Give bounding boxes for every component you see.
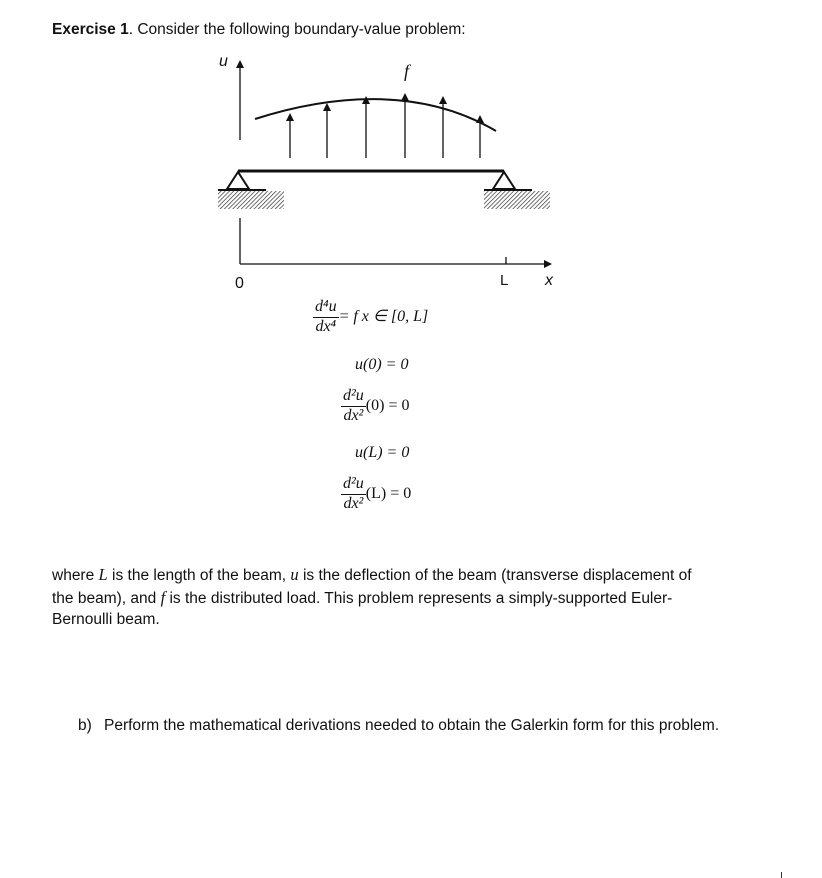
- eq5-numerator: d²u: [343, 475, 364, 492]
- load-curve: [255, 99, 496, 131]
- eq1-numerator: d⁴u: [315, 298, 337, 315]
- eq3-numerator: d²u: [343, 387, 364, 404]
- equation-governing: [313, 299, 428, 336]
- para-text-1: where: [52, 567, 99, 584]
- eq5-rest: (L) = 0: [365, 484, 412, 502]
- question-b: [78, 715, 728, 737]
- eq1-rest: = f x ∈ [0, L]: [338, 307, 429, 325]
- beam-figure: [0, 0, 822, 300]
- eq4-text: u(L) = 0: [355, 444, 410, 461]
- para-text-2: is the length of the beam,: [107, 567, 291, 584]
- para-math-u: u: [290, 565, 299, 584]
- question-text: Perform the mathematical derivations needed to obtain the Galerkin form for this problem.: [104, 717, 720, 734]
- eq1-denominator: dx⁴: [315, 317, 337, 335]
- load-arrows: [290, 97, 480, 158]
- eq5-denominator: dx²: [343, 494, 364, 512]
- origin-label: 0: [235, 275, 244, 292]
- eq2-text: u(0) = 0: [355, 356, 409, 373]
- para-math-L: L: [98, 565, 108, 584]
- left-support: [218, 172, 284, 209]
- description-paragraph: [52, 564, 712, 631]
- L-label: L: [500, 272, 509, 289]
- para-math-f: f: [160, 587, 166, 607]
- equation-bc-uL: [355, 444, 409, 462]
- page-edge-mark: [781, 872, 782, 878]
- para-text-3: is the deflection of the beam (transverse displacement of the beam), and: [52, 567, 692, 607]
- exercise-number: Exercise 1: [52, 21, 129, 38]
- right-support: [484, 172, 550, 209]
- question-label: b): [78, 717, 92, 734]
- load-label: f: [404, 61, 410, 81]
- para-text-4: is the distributed load. This problem represents a simply-supported Euler-Bernoulli beam.: [52, 589, 673, 628]
- equation-bc-moment0: [341, 388, 409, 425]
- x-axis-label: x: [545, 272, 553, 289]
- exercise-intro: . Consider the following boundary-value problem:: [128, 21, 466, 38]
- eq3-rest: (0) = 0: [365, 396, 410, 414]
- eq3-denominator: dx²: [343, 406, 364, 424]
- u-axis-label: u: [219, 53, 228, 70]
- equation-bc-u0: [355, 356, 408, 374]
- equation-bc-momentL: [341, 476, 411, 513]
